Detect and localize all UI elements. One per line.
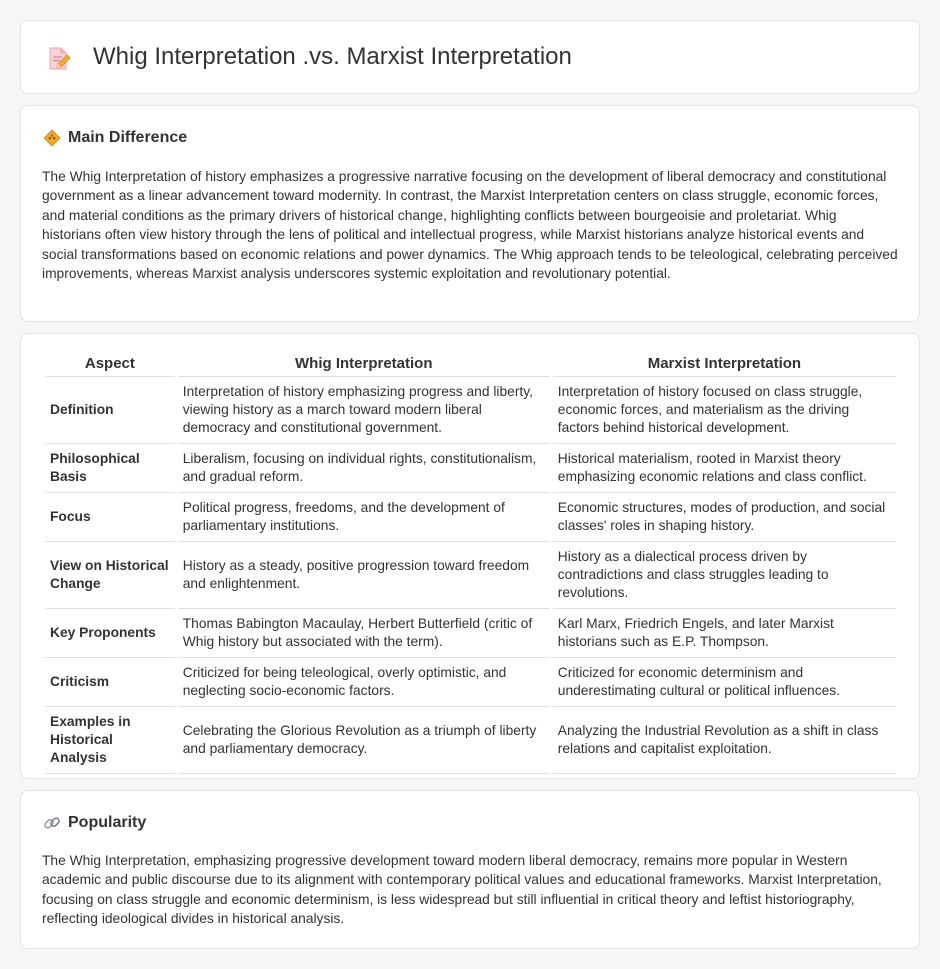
title-card xyxy=(20,20,920,94)
popularity-heading: Popularity xyxy=(68,814,147,831)
main-difference-card xyxy=(20,105,920,322)
header-marxist: Marxist Interpretation xyxy=(553,349,896,377)
table-row xyxy=(45,493,896,542)
row-aspect: View on Historical Change xyxy=(45,542,175,609)
main-difference-header xyxy=(43,127,187,149)
table-row xyxy=(45,609,896,658)
main-difference-text: The Whig Interpretation of history emphasizes a progressive narrative focusing on the development of liberal democracy and constitutional government as a linear advancement toward modernity. In contrast, the Marxist Interpretation centers on class struggle, economic forces, and material conditions as the primary drivers of historical change, highlighting conflicts between bourgeoisie and proletariat. Whig historians often view history through the lens of political and intellectual progress, while Marxist historians analyze historical events and social transformations based on economic relations and power dynamics. The Whig approach tends to be teleological, celebrating perceived improvements, whereas Marxist analysis underscores systemic exploitation and revolutionary potential. xyxy=(42,169,898,282)
diamond-sign-icon xyxy=(43,129,61,147)
row-aspect: Definition xyxy=(45,377,175,444)
row-aspect: Key Proponents xyxy=(45,609,175,658)
popularity-card xyxy=(20,790,920,949)
main-difference-heading: Main Difference xyxy=(68,129,188,146)
row-marxist: History as a dialectical process driven by contradictions and class struggles leading to revolutions. xyxy=(553,542,896,609)
row-whig: Thomas Babington Macaulay, Herbert Butterfield (critic of Whig history but associated with the term). xyxy=(178,609,550,658)
table-row xyxy=(45,444,896,493)
row-whig: Interpretation of history emphasizing progress and liberty, viewing history as a march toward modern liberal democracy and constitutional government. xyxy=(178,377,550,444)
row-marxist: Economic structures, modes of production, and social classes' roles in shaping history. xyxy=(553,493,896,542)
table-row xyxy=(45,377,896,444)
table-header-row xyxy=(45,349,896,377)
comparison-table xyxy=(42,349,899,774)
document-edit-icon xyxy=(46,46,72,72)
row-aspect: Examples in Historical Analysis xyxy=(45,707,175,774)
row-whig: Celebrating the Glorious Revolution as a triumph of liberty and parliamentary democracy. xyxy=(178,707,550,774)
row-marxist: Criticized for economic determinism and underestimating cultural or political influences. xyxy=(553,658,896,707)
row-whig: Liberalism, focusing on individual rights, constitutionalism, and gradual reform. xyxy=(178,444,550,493)
row-whig: History as a steady, positive progression toward freedom and enlightenment. xyxy=(178,542,550,609)
table-row xyxy=(45,658,896,707)
popularity-text: The Whig Interpretation, emphasizing progressive development toward modern liberal democracy, remains more popular in Western academic and public discourse due to its alignment with contemporary political values and educational frameworks. Marxist Interpretation, focusing on class struggle and economic determinism, is less widespread but still influential in critical theory and leftist historiography, reflecting ideological divides in historical analysis. xyxy=(42,853,882,927)
row-aspect: Criticism xyxy=(45,658,175,707)
header-whig: Whig Interpretation xyxy=(178,349,550,377)
header-aspect: Aspect xyxy=(45,349,175,377)
row-aspect: Philosophical Basis xyxy=(45,444,175,493)
comparison-card xyxy=(20,333,920,779)
row-whig: Criticized for being teleological, overly optimistic, and neglecting socio-economic factors. xyxy=(178,658,550,707)
row-whig: Political progress, freedoms, and the development of parliamentary institutions. xyxy=(178,493,550,542)
row-marxist: Karl Marx, Friedrich Engels, and later Marxist historians such as E.P. Thompson. xyxy=(553,609,896,658)
row-marxist: Historical materialism, rooted in Marxist theory emphasizing economic relations and class conflict. xyxy=(553,444,896,493)
page-title: Whig Interpretation .vs. Marxist Interpretation xyxy=(93,43,572,70)
popularity-header xyxy=(43,812,146,834)
table-row xyxy=(45,707,896,774)
link-icon xyxy=(43,814,61,832)
row-marxist: Analyzing the Industrial Revolution as a shift in class relations and capitalist exploitation. xyxy=(553,707,896,774)
row-marxist: Interpretation of history focused on class struggle, economic forces, and materialism as the driving factors behind historical development. xyxy=(553,377,896,444)
table-row xyxy=(45,542,896,609)
row-aspect: Focus xyxy=(45,493,175,542)
